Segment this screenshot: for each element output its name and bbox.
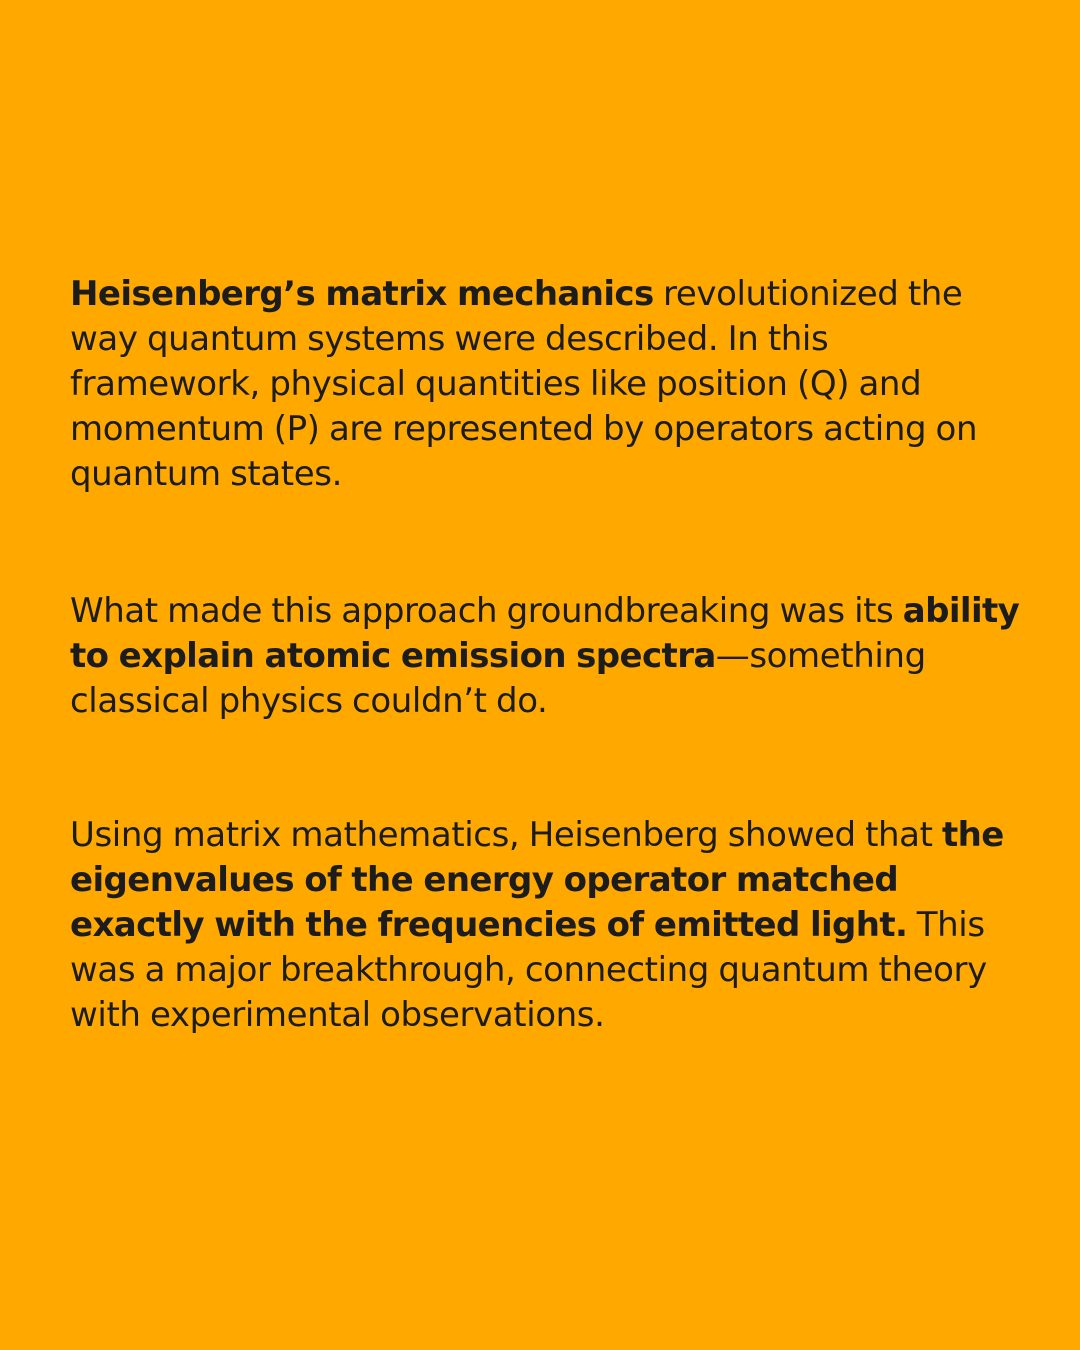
text-segment: What made this approach groundbreaking was its	[70, 591, 903, 631]
text-segment: —something classical physics couldn’t do.	[70, 636, 926, 721]
paragraph-eigenvalues	[70, 813, 1020, 1038]
bold-phrase: Heisenberg’s matrix mechanics	[70, 274, 654, 314]
bold-phrase: ability to explain atomic emission spectra	[70, 591, 1020, 676]
text-segment: Using matrix mathematics, Heisenberg showed that	[70, 815, 942, 855]
bold-phrase: the eigenvalues of the energy operator matched exactly with the frequencies of emitted light.	[70, 815, 1004, 945]
paragraph-emission-spectra	[70, 589, 1020, 724]
text-segment: revolutionized the way quantum systems were described. In this framework, physical quantities like position (Q) and momentum (P) are represented by operators acting on quantum states.	[70, 274, 978, 494]
paragraph-matrix-mechanics	[70, 272, 1020, 497]
text-body	[70, 272, 1020, 1038]
text-segment: This was a major breakthrough, connecting quantum theory with experimental observations.	[70, 905, 987, 1035]
